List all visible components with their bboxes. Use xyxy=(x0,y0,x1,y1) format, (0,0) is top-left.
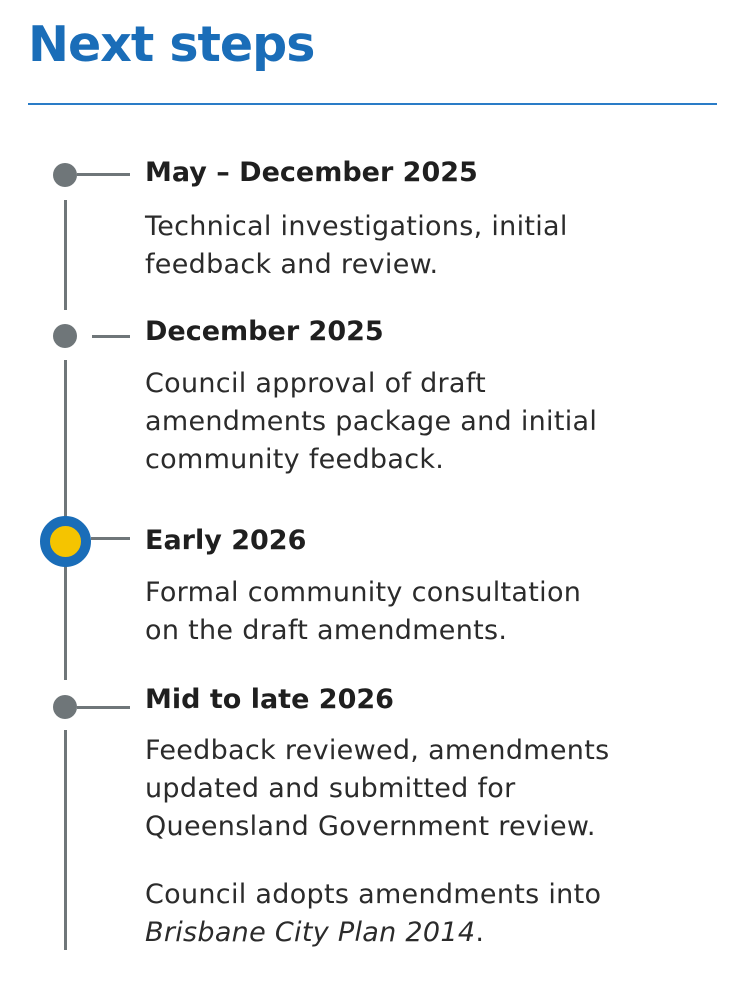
step-4-adoption-note xyxy=(145,876,601,952)
page-title: Next steps xyxy=(28,16,315,73)
step-4-line-1: Feedback reviewed, amendments xyxy=(145,735,610,766)
timeline-connector-step-2 xyxy=(92,335,130,338)
step-2-description xyxy=(145,365,597,479)
timeline-line-segment-2 xyxy=(64,360,67,520)
step-4-adoption-line-1: Council adopts amendments into xyxy=(145,879,602,910)
step-3-line-2: on the draft amendments. xyxy=(145,615,508,646)
step-2-line-1: Council approval of draft xyxy=(145,368,486,399)
step-2-line-3: community feedback. xyxy=(145,444,445,475)
timeline-marker-step-1 xyxy=(53,163,77,187)
step-2-line-2: amendments package and initial xyxy=(145,406,598,437)
timeline-connector-step-1 xyxy=(77,173,130,176)
heading-divider xyxy=(28,103,717,105)
step-4-description xyxy=(145,732,609,846)
step-1-title: May – December 2025 xyxy=(145,157,478,188)
step-4-title: Mid to late 2026 xyxy=(145,684,394,715)
step-3-description xyxy=(145,574,581,650)
step-4-line-2: updated and submitted for xyxy=(145,773,516,804)
step-3-line-1: Formal community consultation xyxy=(145,577,582,608)
step-1-line-2: feedback and review. xyxy=(145,249,439,280)
plan-name: Brisbane City Plan 2014 xyxy=(145,917,476,948)
timeline-line-segment-3 xyxy=(64,566,67,680)
step-3-title: Early 2026 xyxy=(145,525,307,556)
timeline-marker-step-3-current xyxy=(40,516,91,567)
timeline-marker-step-2 xyxy=(53,324,77,348)
timeline-line-segment-4 xyxy=(64,730,67,950)
timeline-line-segment-1 xyxy=(64,200,67,310)
timeline-connector-step-4 xyxy=(77,706,130,709)
step-4-adoption-line-2 xyxy=(145,914,601,952)
step-1-line-1: Technical investigations, initial xyxy=(145,211,568,242)
plan-name-period: . xyxy=(475,917,485,948)
step-4-line-3: Queensland Government review. xyxy=(145,811,596,842)
timeline-connector-step-3 xyxy=(91,537,130,540)
step-1-description xyxy=(145,208,568,284)
timeline-marker-step-4 xyxy=(53,695,77,719)
step-2-title: December 2025 xyxy=(145,316,384,347)
